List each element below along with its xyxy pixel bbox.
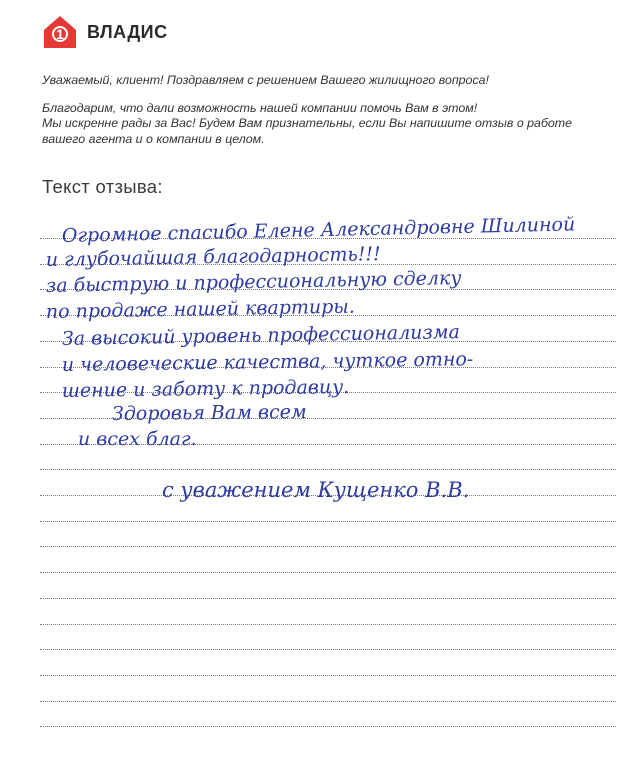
review-handwriting — [40, 200, 627, 520]
ruled-line — [40, 546, 616, 547]
brand-name: ВЛАДИС — [87, 21, 168, 42]
review-line-6: и человеческие качества, чуткое отно- — [61, 348, 474, 376]
ruled-line — [40, 675, 616, 676]
header — [42, 14, 168, 50]
review-line-2: и глубочайшая благодарность!!! — [45, 243, 381, 271]
review-line-1: Огромное спасибо Елене Александровне Шилиной — [61, 213, 576, 247]
ruled-line — [40, 624, 616, 625]
ruled-line — [40, 598, 616, 599]
review-line-5: За высокий уровень профессионализма — [61, 321, 461, 350]
ruled-line — [40, 572, 616, 573]
ruled-line — [40, 649, 616, 650]
review-signature: с уважением Кущенко В.В. — [162, 478, 470, 502]
review-title: Текст отзыва: — [42, 176, 163, 197]
intro-line-4: вашего агента и о компании в целом. — [42, 131, 265, 146]
review-line-3: за быструю и профессиональную сделку — [45, 267, 462, 297]
intro-line-1: Уважаемый, клиент! Поздравляем с решением Вашего жилищного вопроса! — [42, 73, 489, 87]
review-line-9: и всех благ. — [78, 428, 197, 450]
review-line-7: шение и заботу к продавцу. — [61, 375, 350, 402]
logo-digit: 1 — [56, 26, 64, 42]
ruled-line — [40, 521, 616, 522]
intro-line-2: Благодарим, что дали возможность нашей компании помочь Вам в этом! — [42, 100, 478, 115]
intro-text — [42, 73, 602, 147]
review-line-8: Здоровья Вам всем — [111, 400, 307, 425]
intro-line-3: Мы искренне рады за Вас! Будем Вам признательны, если Вы напишите отзыв о работе — [42, 116, 573, 130]
ruled-line — [40, 701, 616, 702]
ruled-line — [40, 726, 616, 727]
house-key-icon — [42, 14, 78, 50]
review-line-4: по продаже нашей квартиры. — [45, 295, 356, 323]
